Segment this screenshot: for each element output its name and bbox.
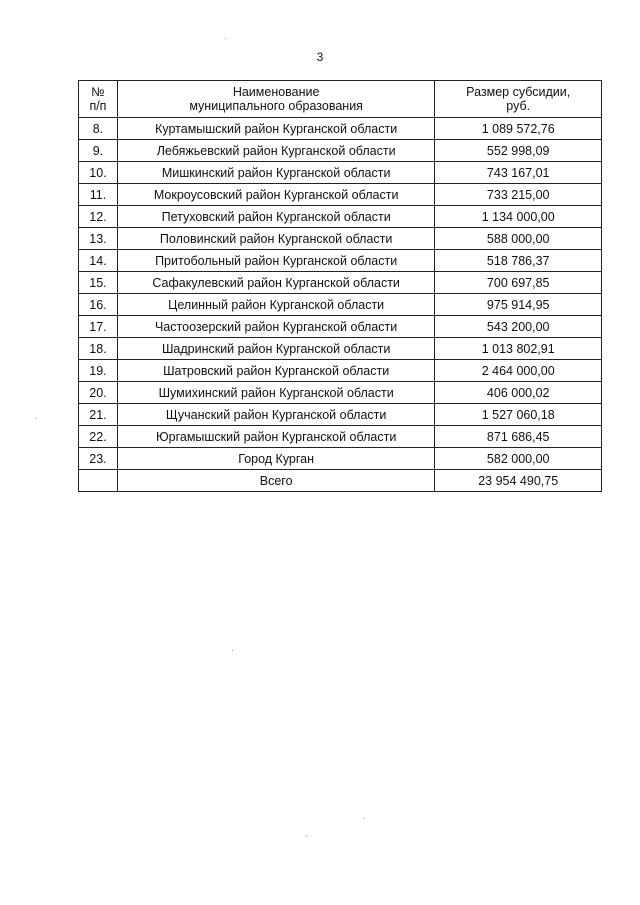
row-amount: 1 527 060,18	[435, 404, 602, 426]
table-row	[79, 272, 602, 294]
row-number: 13.	[79, 228, 118, 250]
row-number: 18.	[79, 338, 118, 360]
row-name: Шадринский район Курганской области	[117, 338, 435, 360]
row-number: 19.	[79, 360, 118, 382]
row-amount: 552 998,09	[435, 140, 602, 162]
table-row	[79, 426, 602, 448]
table-row	[79, 184, 602, 206]
row-amount: 2 464 000,00	[435, 360, 602, 382]
row-name: Петуховский район Курганской области	[117, 206, 435, 228]
row-name: Притобольный район Курганской области	[117, 250, 435, 272]
page-number: 3	[316, 50, 324, 64]
table-row	[79, 448, 602, 470]
row-amount: 733 215,00	[435, 184, 602, 206]
row-amount: 588 000,00	[435, 228, 602, 250]
row-name: Частоозерский район Курганской области	[117, 316, 435, 338]
row-number: 21.	[79, 404, 118, 426]
total-label: Всего	[117, 470, 435, 492]
row-amount: 871 686,45	[435, 426, 602, 448]
row-amount: 975 914,95	[435, 294, 602, 316]
row-name: Щучанский район Курганской области	[117, 404, 435, 426]
table-row	[79, 404, 602, 426]
row-number: 20.	[79, 382, 118, 404]
row-name: Мишкинский район Курганской области	[117, 162, 435, 184]
row-number: 14.	[79, 250, 118, 272]
row-number: 11.	[79, 184, 118, 206]
header-number-line2: п/п	[89, 99, 107, 113]
table-row	[79, 316, 602, 338]
scan-speck	[225, 38, 226, 39]
row-amount: 743 167,01	[435, 162, 602, 184]
scan-speck	[36, 418, 37, 419]
table-row	[79, 118, 602, 140]
scan-speck	[306, 836, 307, 837]
table-row	[79, 360, 602, 382]
row-name: Город Курган	[117, 448, 435, 470]
row-number: 23.	[79, 448, 118, 470]
total-number	[79, 470, 118, 492]
row-name: Половинский район Курганской области	[117, 228, 435, 250]
header-name-line1: Наименование	[232, 85, 320, 99]
table-header-row	[79, 81, 602, 118]
header-name-line2: муниципального образования	[189, 99, 363, 113]
row-number: 16.	[79, 294, 118, 316]
header-number	[79, 81, 118, 118]
row-number: 8.	[79, 118, 118, 140]
row-number: 22.	[79, 426, 118, 448]
row-amount: 518 786,37	[435, 250, 602, 272]
header-amount-line1: Размер субсидии,	[466, 85, 571, 99]
table-row	[79, 162, 602, 184]
row-amount: 1 089 572,76	[435, 118, 602, 140]
row-name: Мокроусовский район Курганской области	[117, 184, 435, 206]
row-amount: 1 134 000,00	[435, 206, 602, 228]
header-amount	[435, 81, 602, 118]
header-number-line1: №	[91, 85, 105, 99]
row-name: Юргамышский район Курганской области	[117, 426, 435, 448]
table-row	[79, 338, 602, 360]
scan-speck	[364, 818, 365, 819]
row-name: Шатровский район Курганской области	[117, 360, 435, 382]
row-amount: 700 697,85	[435, 272, 602, 294]
total-amount: 23 954 490,75	[435, 470, 602, 492]
row-name: Сафакулевский район Курганской области	[117, 272, 435, 294]
table-row	[79, 206, 602, 228]
row-name: Куртамышский район Курганской области	[117, 118, 435, 140]
table-row	[79, 382, 602, 404]
row-number: 15.	[79, 272, 118, 294]
table-row	[79, 250, 602, 272]
row-number: 10.	[79, 162, 118, 184]
table-total-row	[79, 470, 602, 492]
row-name: Целинный район Курганской области	[117, 294, 435, 316]
scan-speck	[232, 650, 233, 651]
row-amount: 1 013 802,91	[435, 338, 602, 360]
row-amount: 543 200,00	[435, 316, 602, 338]
table-row	[79, 228, 602, 250]
subsidy-table	[78, 80, 602, 492]
header-name	[117, 81, 435, 118]
table-row	[79, 140, 602, 162]
header-amount-line2: руб.	[506, 99, 531, 113]
row-amount: 406 000,02	[435, 382, 602, 404]
row-number: 17.	[79, 316, 118, 338]
row-amount: 582 000,00	[435, 448, 602, 470]
row-name: Шумихинский район Курганской области	[117, 382, 435, 404]
row-name: Лебяжьевский район Курганской области	[117, 140, 435, 162]
row-number: 12.	[79, 206, 118, 228]
row-number: 9.	[79, 140, 118, 162]
table-row	[79, 294, 602, 316]
